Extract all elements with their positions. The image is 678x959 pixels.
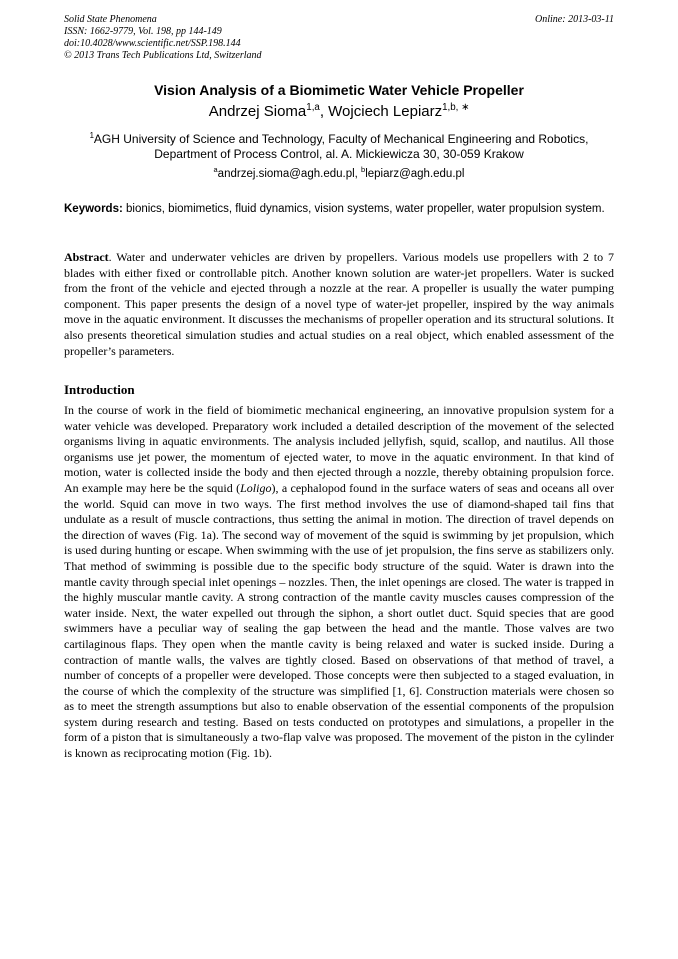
abstract (64, 250, 614, 359)
author-separator: , (319, 103, 329, 120)
keywords-label: Keywords: (64, 203, 123, 215)
abstract-label: Abstract (64, 250, 109, 264)
intro-text: In the course of work in the field of biomimetic mechanical engineering, an innovative propulsion system for a water vehicle was developed. Preparatory work included a detailed description of the movement of the selected organisms living in aquatic environments. The analysis included jellyfish, squid, scallop, and nautilus. All those organisms use jet power, the momentum of ejected water, to move in the aquatic environment. In that kind of motion, water is collected inside the body and then ejected through a nozzle, thereby obtaining propulsion force. An example may here be the squid ( (64, 403, 614, 495)
email-address[interactable]: lepiarz@agh.edu.pl (365, 168, 465, 180)
email-superscript: b (361, 165, 366, 175)
author-name: Andrzej Sioma (208, 103, 307, 120)
author-emails (40, 167, 638, 181)
doi-line: doi:10.4028/www.scientific.net/SSP.198.144 (64, 38, 241, 49)
introduction-body (64, 403, 614, 762)
email-superscript: a (213, 165, 218, 175)
author-superscript: 1,a (306, 102, 320, 113)
intro-italic-term: Loligo (240, 480, 272, 495)
affiliation-line: Department of Process Control, al. A. Mickiewicza 30, 30-059 Krakow (154, 147, 524, 161)
journal-name: Solid State Phenomena (64, 14, 157, 25)
publication-header (64, 14, 614, 62)
paper-title: Vision Analysis of a Biomimetic Water Vehicle Propeller (154, 82, 524, 98)
abstract-text: . Water and underwater vehicles are driven by propellers. Various models use propellers with 2 to 7 blades with either fixed or controllable pitch. Another known solution are water-jet propellers. Water is sucked from the front of the vehicle and ejected through a nozzle at the rear. A propeller is usually the water pumping component. This paper presents the design of a novel type of water-jet propeller, inspired by the way animals move in the aquatic environment. It discusses the mechanisms of propeller operation and its structural solutions. It also presents theoretical simulation studies and actual studies on a real object, which enabled assessment of the propeller’s parameters. (64, 250, 614, 358)
keywords-text: bionics, biomimetics, fluid dynamics, vision systems, water propeller, water propulsion system. (122, 203, 605, 215)
author-superscript: 1,b, ∗ (442, 102, 470, 113)
issn-line: ISSN: 1662-9779, Vol. 198, pp 144-149 (64, 26, 222, 37)
affiliation-line: AGH University of Science and Technology, Faculty of Mechanical Engineering and Robotics, (93, 132, 589, 146)
affiliation-superscript: 1 (89, 131, 94, 140)
author-line (40, 103, 638, 121)
online-date: Online: 2013-03-11 (535, 14, 614, 25)
author-name: Wojciech Lepiarz (328, 103, 443, 120)
keywords (64, 202, 614, 217)
email-address[interactable]: andrzej.sioma@agh.edu.pl (217, 168, 355, 180)
introduction-paragraph (64, 403, 614, 762)
intro-text: ), a cephalopod found in the surface waters of seas and oceans all over the world. Squid can move in two ways. The first method involves the use of diamond-shaped tail fins that undulate as a result of muscle contractions, thus setting the animal in motion. The direction of travel depends on the direction of waves (Fig. 1a). The second way of movement of the squid is swimming by jet propulsion, which is used during hunting or escape. When swimming with the use of jet propulsion, the fins serve as stabilizers only. That method of swimming is possible due to the specific body structure of the squid. Water is drawn into the mantle cavity through special inlet openings – nozzles. Then, the inlet openings are closed. The water is trapped in the highly muscular mantle cavity. A strong contraction of the mantle cavity muscles causes compression of the water inside. Next, the water expelled out through the siphon, a short outlet duct. Squid species that are good swimmers have a peculiar way of sealing the gap between the head and the mantle. Those valves are two cartilaginous flaps. They open when the mantle cavity is being relaxed and water is sucked inside. During a contraction of mantle walls, the valves are tightly closed. Based on observations of that method of travel, a number of concepts of a propeller were developed. Those concepts were then subjected to a staged evaluation, in the course of which the complexity of the structure was simplified [1, 6]. Construction materials were chosen so as to meet the strength assumptions but also to enable observation of the essential components of the propulsion system during research and testing. Based on tests conducted on prototypes and simulations, a propeller in the form of a piston that is simultaneously a two-flap valve was proposed. The movement of the piston in the cylinder is known as reciprocating motion (Fig. 1b). (64, 480, 614, 761)
affiliation (40, 132, 638, 162)
email-separator: , (354, 168, 362, 180)
copyright-line: © 2013 Trans Tech Publications Ltd, Switzerland (64, 50, 262, 61)
section-heading-introduction: Introduction (64, 382, 135, 397)
